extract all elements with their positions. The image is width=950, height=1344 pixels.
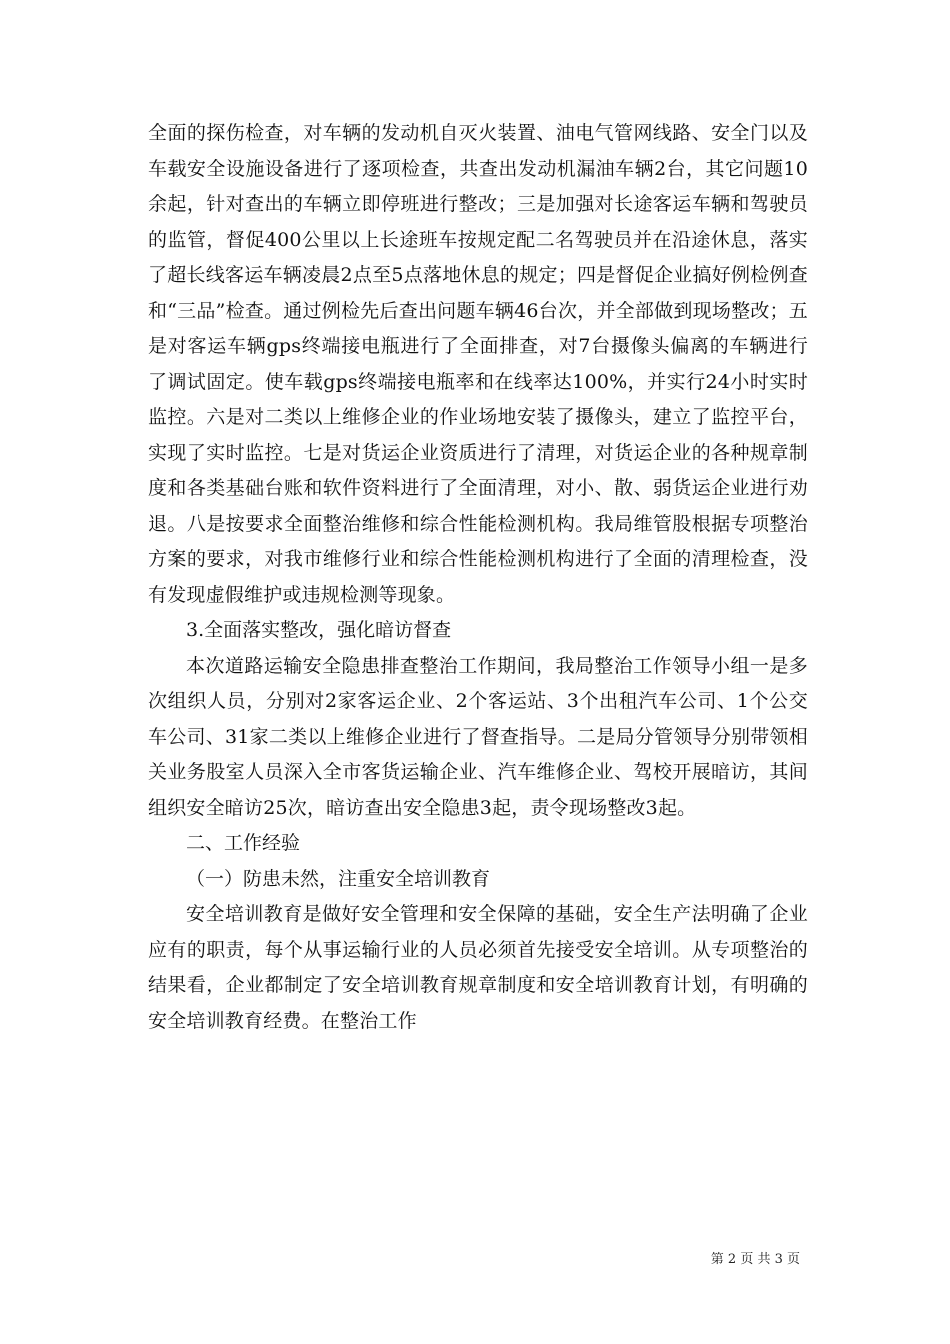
paragraph-inspection-details: 全面的探伤检查，对车辆的发动机自灭火装置、油电气管网线路、安全门以及车载安全设施设备进行了逐项检查，共查出发动机漏油车辆2台，其它问题10余起，针对查出的车辆立即停班进行整改；三是加强对长途客运车辆和驾驶员的监管，督促400公里以上长途班车按规定配二名驾驶员并在沿途休息，落实了超长线客运车辆凌晨2点至5点落地休息的规定；四是督促企业搞好例检例查和“三品”检查。通过例检先后查出问题车辆46台次，并全部做到现场整改；五是对客运车辆gps终端接电瓶进行了全面排查，对7台摄像头偏离的车辆进行了调试固定。使车载gps终端接电瓶率和在线率达100%，并实行24小时实时监控。六是对二类以上维修企业的作业场地安装了摄像头，建立了监控平台，实现了实时监控。七是对货运企业资质进行了清理，对货运企业的各种规章制度和各类基础台账和软件资料进行了全面清理，对小、散、弱货运企业进行劝退。八是按要求全面整治维修和综合性能检测机构。我局维管股根据专项整治方案的要求，对我市维修行业和综合性能检测机构进行了全面的清理检查，没有发现虚假维护或违规检测等现象。 (148, 122, 808, 606)
heading-rectification: 3.全面落实整改，强化暗访督查 (186, 619, 452, 641)
body-text (148, 116, 808, 1039)
paragraph-covert-inspection: 本次道路运输安全隐患排查整治工作期间，我局整治工作领导小组一是多次组织人员，分别对2家客运企业、2个客运站、3个出租汽车公司、1个公交车公司、31家二类以上维修企业进行了督查指导。二是局分管领导分别带领相关业务股室人员深入全市客货运输企业、汽车维修企业、驾校开展暗访，其间组织安全暗访25次，暗访查出安全隐患3起，责令现场整改3起。 (148, 654, 808, 819)
paragraph-safety-training: 安全培训教育是做好安全管理和安全保障的基础，安全生产法明确了企业应有的职责，每个从事运输行业的人员必须首先接受安全培训。从专项整治的结果看，企业都制定了安全培训教育规章制度和安全培训教育计划，有明确的安全培训教育经费。在整治工作 (148, 903, 808, 1032)
heading-safety-training: （一）防患未然，注重安全培训教育 (186, 867, 491, 890)
heading-work-experience: 二、工作经验 (186, 832, 301, 854)
page-number-footer: 第 2 页 共 3 页 (710, 1252, 800, 1267)
